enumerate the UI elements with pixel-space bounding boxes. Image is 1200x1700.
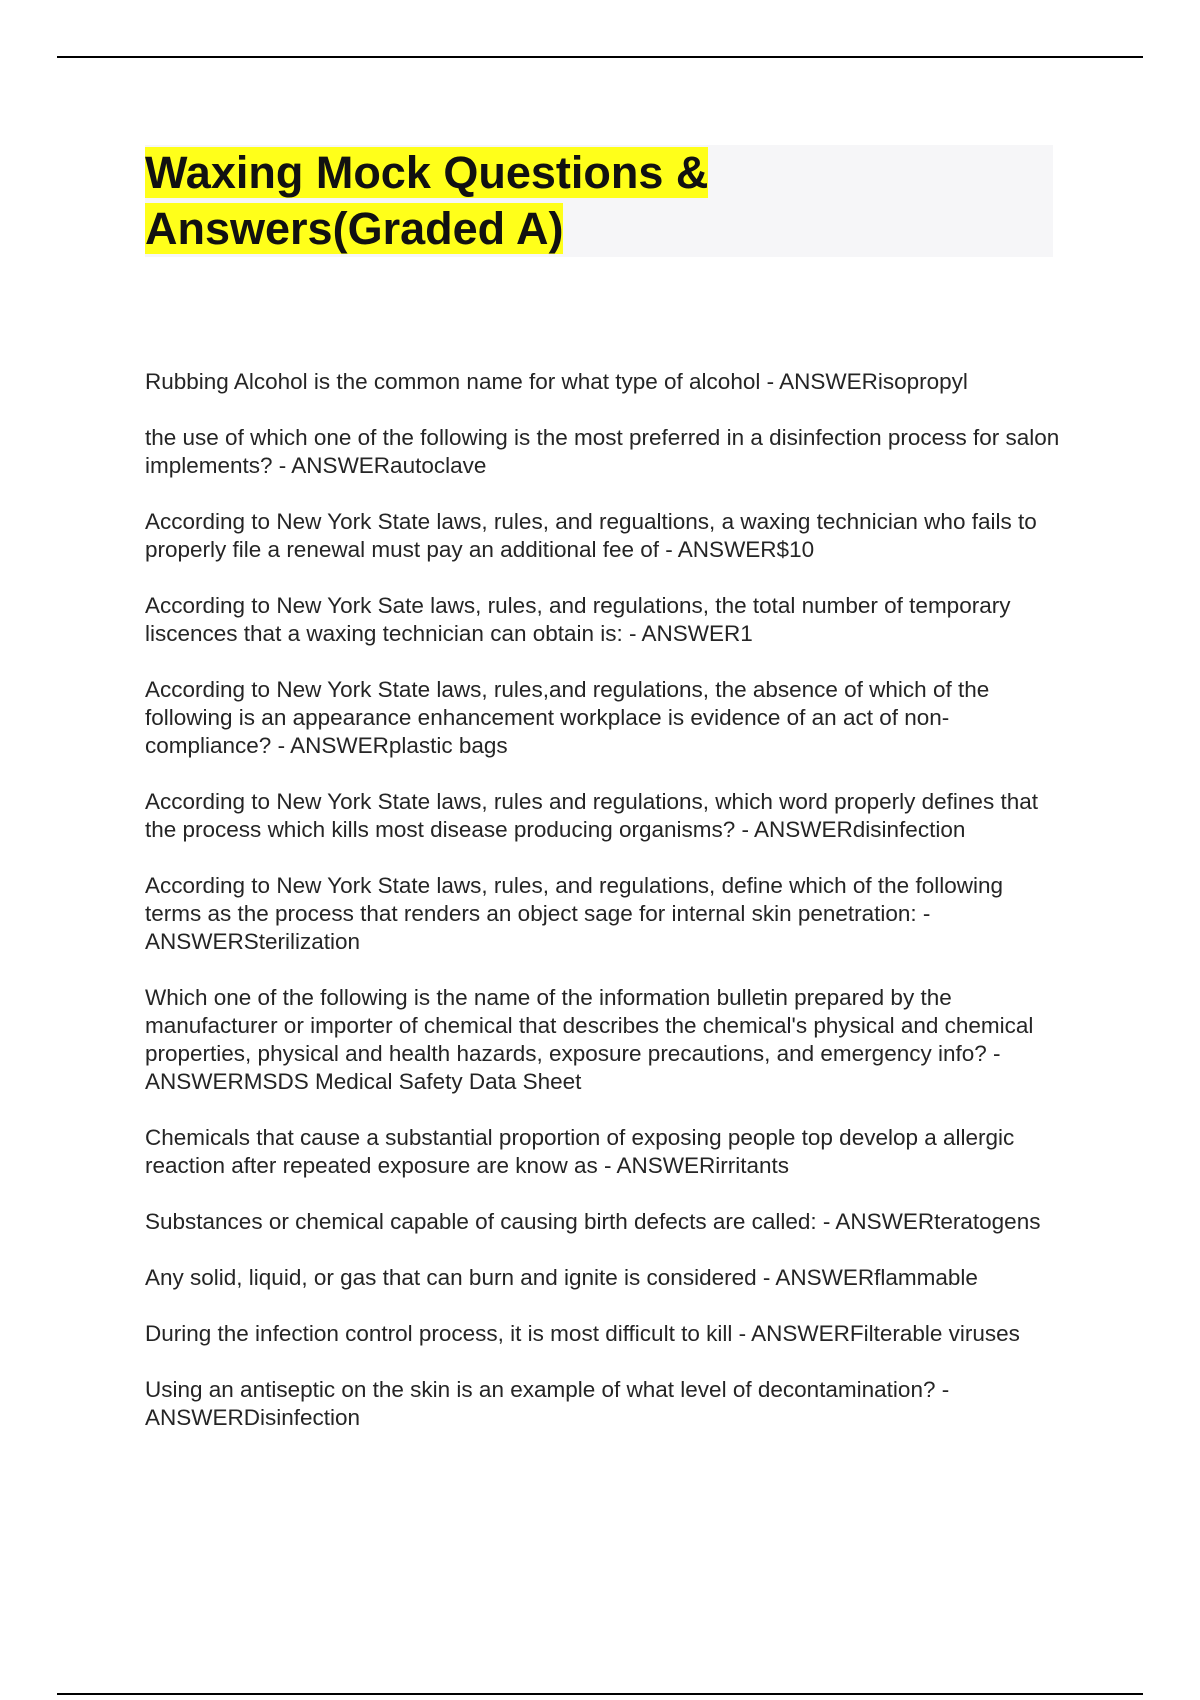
qa-item-4: According to New York Sate laws, rules, and regulations, the total number of temporary liscences that a waxing technician can obtain is: - ANSWER1 (145, 593, 1011, 646)
bottom-rule (57, 1693, 1143, 1695)
qa-item-13: Using an antiseptic on the skin is an example of what level of decontamination? - ANSWERDisinfection (145, 1377, 950, 1430)
qa-item-3: According to New York State laws, rules, and regualtions, a waxing technician who fails to properly file a renewal must pay an additional fee of - ANSWER$10 (145, 509, 1037, 562)
qa-item-8: Which one of the following is the name of the information bulletin prepared by the manufacturer or importer of chemical that describes the chemical's physical and chemical properties, physical and health hazards, exposure precautions, and emergency info? - ANSWERMSDS Medical Safety Data Sheet (145, 985, 1034, 1094)
page-title (145, 145, 1053, 257)
title-line-1: Waxing Mock Questions & (145, 147, 709, 198)
qa-item-2: the use of which one of the following is the most preferred in a disinfection process for salon implements? - ANSWERautoclave (145, 425, 1060, 478)
qa-item-10: Substances or chemical capable of causing birth defects are called: - ANSWERteratogens (145, 1209, 1041, 1234)
title-block (145, 145, 1053, 257)
title-line-2: Answers(Graded A) (145, 203, 564, 254)
qa-item-1: Rubbing Alcohol is the common name for what type of alcohol - ANSWERisopropyl (145, 369, 968, 394)
top-rule (57, 56, 1143, 58)
qa-item-9: Chemicals that cause a substantial proportion of exposing people top develop a allergic reaction after repeated exposure are know as - ANSWERirritants (145, 1125, 1015, 1178)
qa-item-7: According to New York State laws, rules, and regulations, define which of the following terms as the process that renders an object sage for internal skin penetration: - ANSWERSterilization (145, 873, 1003, 954)
qa-item-11: Any solid, liquid, or gas that can burn and ignite is considered - ANSWERflammable (145, 1265, 978, 1290)
qa-item-6: According to New York State laws, rules and regulations, which word properly defines that the process which kills most disease producing organisms? - ANSWERdisinfection (145, 789, 1038, 842)
qa-item-5: According to New York State laws, rules,and regulations, the absence of which of the following is an appearance enhancement workplace is evidence of an act of non-compliance? - ANSWERplastic bags (145, 677, 990, 758)
qa-item-12: During the infection control process, it is most difficult to kill - ANSWERFilterable viruses (145, 1321, 1020, 1346)
question-answer-list (145, 368, 1060, 1460)
